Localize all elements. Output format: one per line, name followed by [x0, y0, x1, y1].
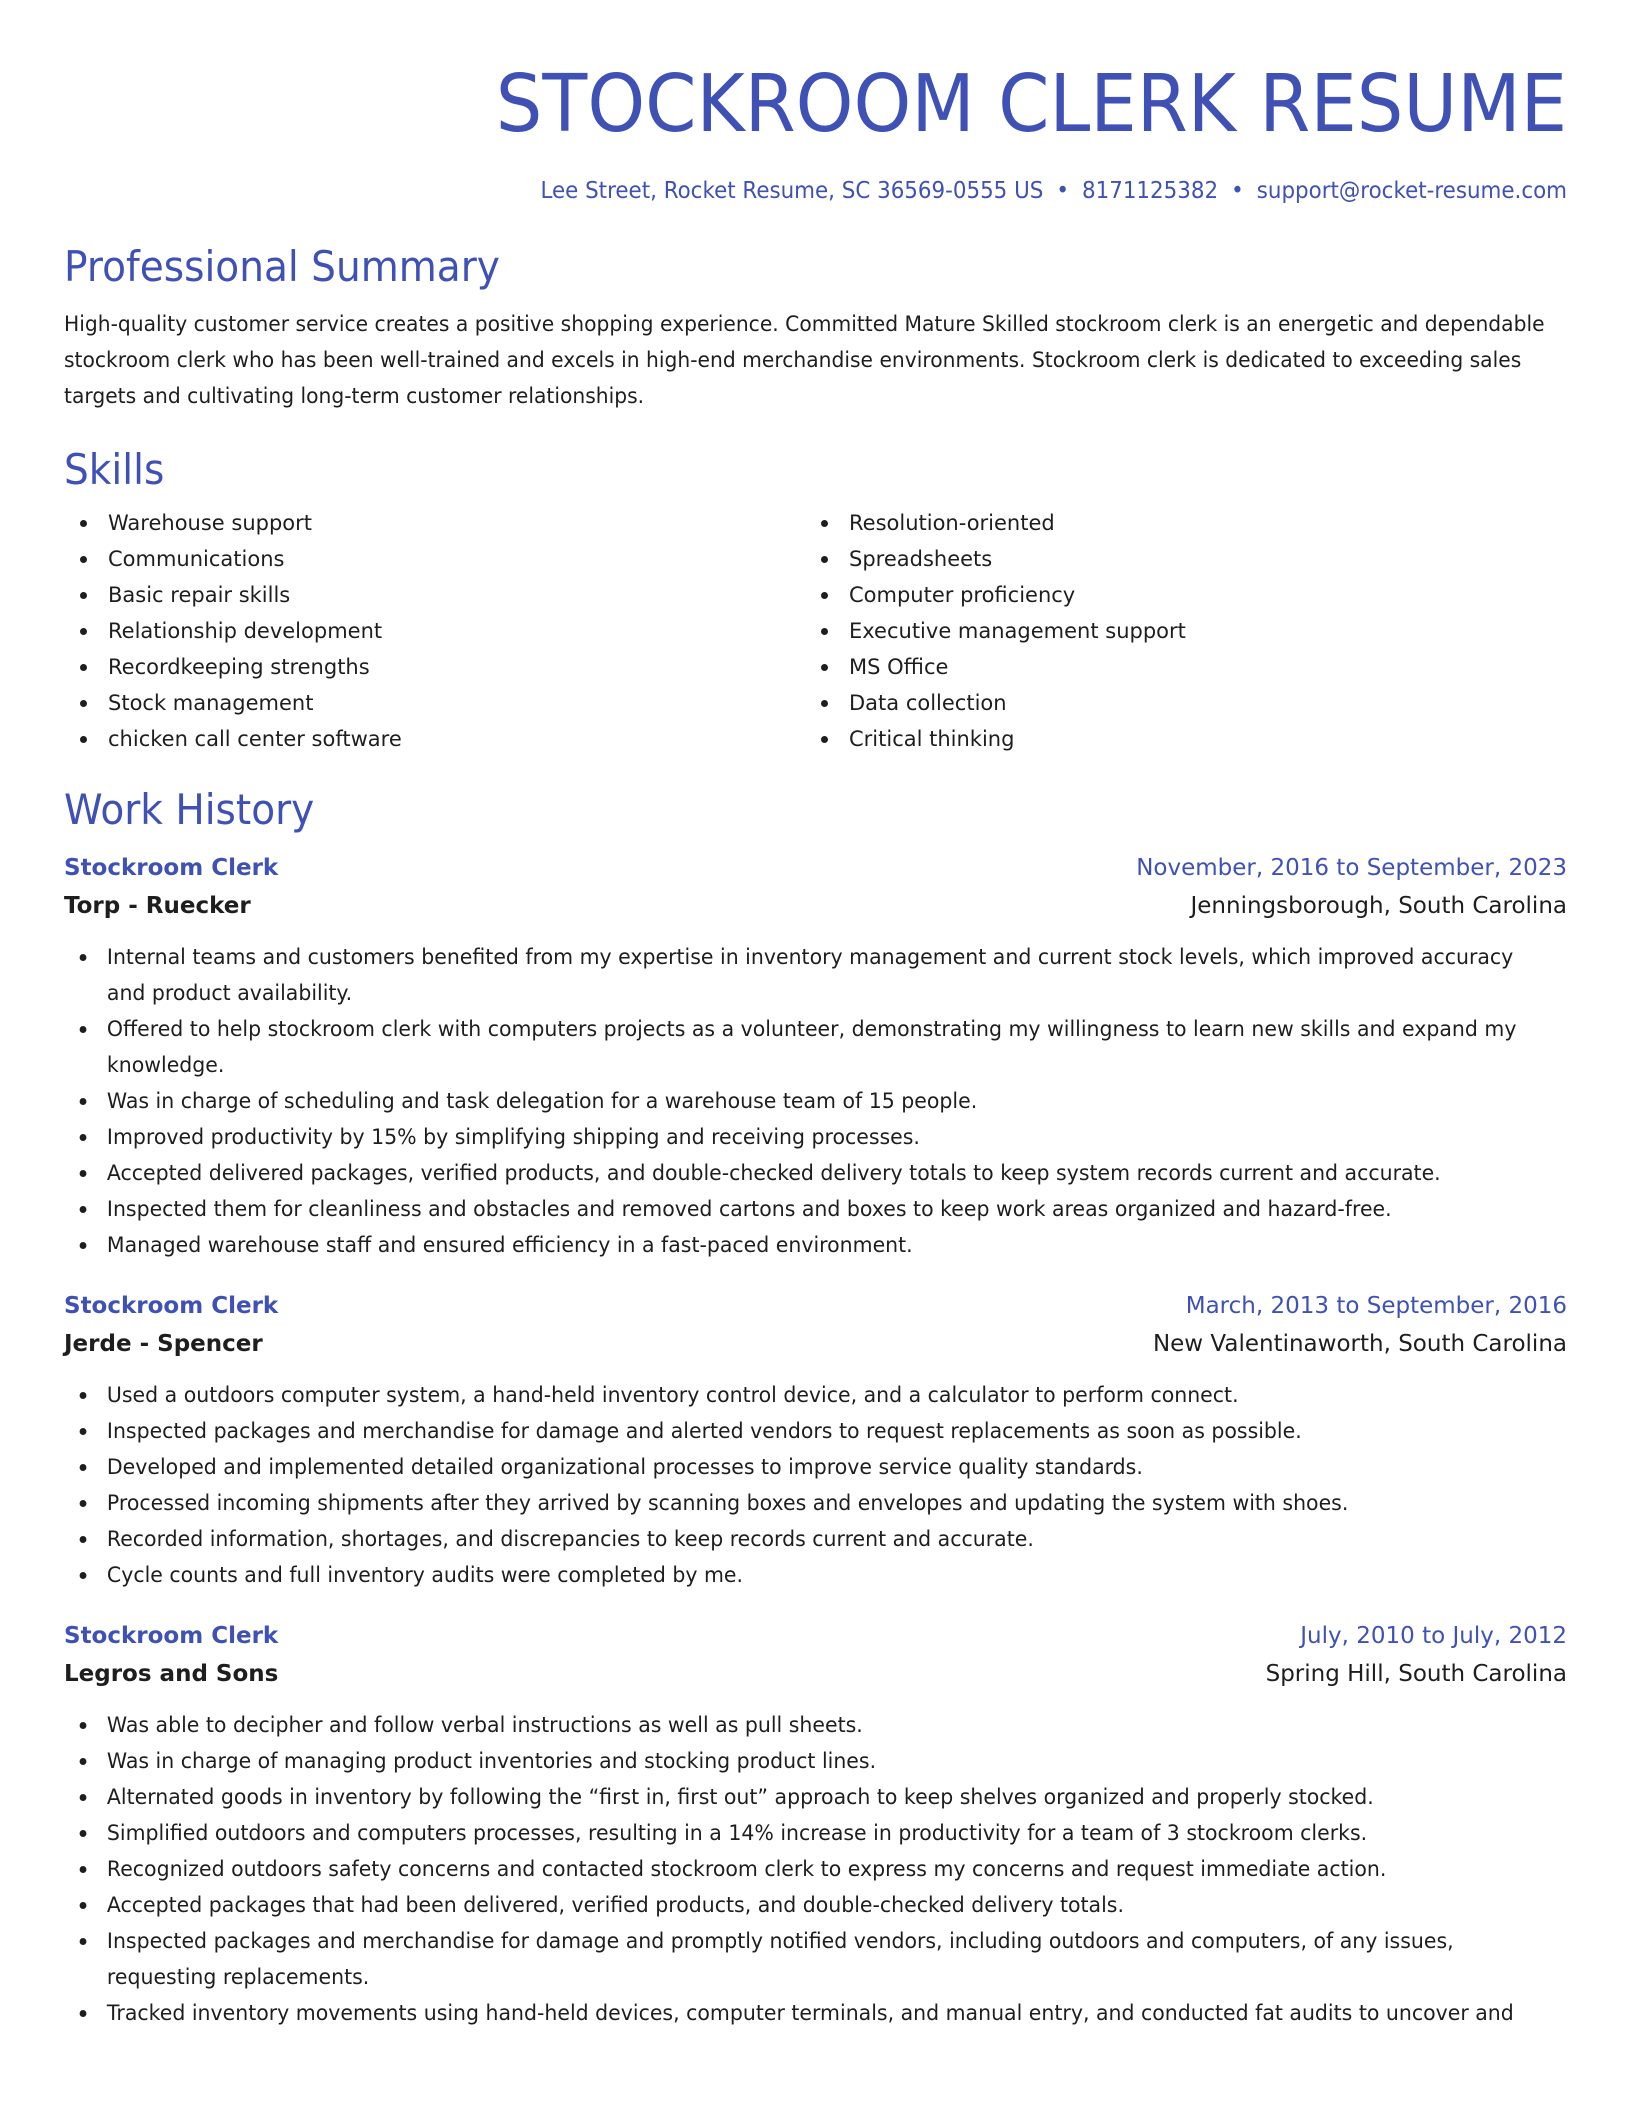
skill-item: Executive management support [805, 613, 1546, 649]
summary-text: High-quality customer service creates a positive shopping experience. Committed Mature Skilled stockroom clerk is an energetic and dependable stockroom clerk who has been well-trained and excels in high-end merchandise environments. Stockroom clerk is dedicated to exceeding sales targets and cultivating long-term customer relationships. [64, 312, 1545, 408]
skill-item: Recordkeeping strengths [64, 649, 805, 685]
job-bullet: Accepted delivered packages, verified products, and double-checked delivery totals to keep system records current and accurate. [64, 1155, 1566, 1191]
job-bullet: Developed and implemented detailed organizational processes to improve service quality standards. [64, 1449, 1566, 1485]
skill-item: Communications [64, 541, 805, 577]
job-title: Stockroom Clerk [64, 1293, 279, 1319]
job-bullet: Alternated goods in inventory by following the “first in, first out” approach to keep shelves organized and properly stocked. [64, 1779, 1566, 1815]
job-bullet: Improved productivity by 15% by simplifying shipping and receiving processes. [64, 1119, 1566, 1155]
job-bullet-list [64, 1377, 1566, 1593]
job-bullet: Recognized outdoors safety concerns and contacted stockroom clerk to express my concerns and request immediate action. [64, 1851, 1566, 1887]
resume-page [64, 0, 1567, 2031]
job-bullet-list [64, 939, 1566, 1263]
job-bullet: Was in charge of managing product inventories and stocking product lines. [64, 1743, 1566, 1779]
work-history-heading: Work History [64, 785, 315, 834]
job-bullet: Was able to decipher and follow verbal instructions as well as pull sheets. [64, 1707, 1566, 1743]
skills-list-left [64, 505, 805, 757]
skills-heading: Skills [64, 445, 165, 494]
contact-separator: • [1056, 178, 1069, 204]
job-location: Spring Hill, South Carolina [1265, 1661, 1567, 1687]
job-bullet: Simplified outdoors and computers processes, resulting in a 14% increase in productivity for a team of 3 stockroom clerks. [64, 1815, 1566, 1851]
job-header-row [64, 1617, 1567, 1655]
job-entry [64, 849, 1567, 1263]
contact-phone: 8171125382 [1081, 178, 1219, 204]
job-company-row [64, 1655, 1567, 1693]
job-entry [64, 1617, 1567, 2031]
skills-list-right [805, 505, 1546, 757]
skill-item: Data collection [805, 685, 1546, 721]
skill-item: Spreadsheets [805, 541, 1546, 577]
job-entry [64, 1287, 1567, 1593]
skill-item: Critical thinking [805, 721, 1546, 757]
job-company-row [64, 887, 1567, 925]
skill-item: Basic repair skills [64, 577, 805, 613]
job-location: Jenningsborough, South Carolina [1190, 893, 1567, 919]
job-bullet: Inspected packages and merchandise for damage and alerted vendors to request replacements as soon as possible. [64, 1413, 1566, 1449]
job-company: Jerde - Spencer [64, 1331, 263, 1357]
job-bullet: Cycle counts and full inventory audits were completed by me. [64, 1557, 1566, 1593]
job-dates: July, 2010 to July, 2012 [1300, 1623, 1567, 1649]
job-bullet: Inspected packages and merchandise for damage and promptly notified vendors, including outdoors and computers, of any issues, requesting replacements. [64, 1923, 1566, 1995]
summary-heading: Professional Summary [64, 242, 500, 291]
resume-title: STOCKROOM CLERK RESUME [495, 58, 1567, 150]
job-bullet-list [64, 1707, 1566, 2031]
skill-item: Computer proficiency [805, 577, 1546, 613]
job-bullet: Managed warehouse staff and ensured efficiency in a fast-paced environment. [64, 1227, 1566, 1263]
job-bullet: Used a outdoors computer system, a hand-held inventory control device, and a calculator to perform connect. [64, 1377, 1566, 1413]
job-bullet: Accepted packages that had been delivered, verified products, and double-checked delivery totals. [64, 1887, 1566, 1923]
job-header-row [64, 1287, 1567, 1325]
skill-item: Stock management [64, 685, 805, 721]
job-location: New Valentinaworth, South Carolina [1152, 1331, 1567, 1357]
job-bullet: Recorded information, shortages, and discrepancies to keep records current and accurate. [64, 1521, 1566, 1557]
contact-separator: • [1231, 178, 1244, 204]
contact-email[interactable]: support@rocket-resume.com [1256, 178, 1567, 204]
skill-item: Relationship development [64, 613, 805, 649]
skill-item: Resolution-oriented [805, 505, 1546, 541]
job-company: Torp - Ruecker [64, 893, 251, 919]
job-bullet: Internal teams and customers benefited from my expertise in inventory management and current stock levels, which improved accuracy and product availability. [64, 939, 1566, 1011]
job-company: Legros and Sons [64, 1661, 279, 1687]
job-dates: November, 2016 to September, 2023 [1136, 855, 1567, 881]
job-bullet: Tracked inventory movements using hand-held devices, computer terminals, and manual entry, and conducted fat audits to uncover and [64, 1995, 1566, 2031]
contact-line [169, 176, 1567, 206]
job-bullet: Inspected them for cleanliness and obstacles and removed cartons and boxes to keep work areas organized and hazard-free. [64, 1191, 1566, 1227]
job-header-row [64, 849, 1567, 887]
job-bullet: Was in charge of scheduling and task delegation for a warehouse team of 15 people. [64, 1083, 1566, 1119]
contact-address: Lee Street, Rocket Resume, SC 36569-0555 US [540, 178, 1044, 204]
job-title: Stockroom Clerk [64, 855, 279, 881]
job-bullet: Offered to help stockroom clerk with computers projects as a volunteer, demonstrating my willingness to learn new skills and expand my knowledge. [64, 1011, 1566, 1083]
skills-grid [64, 505, 1567, 757]
job-dates: March, 2013 to September, 2016 [1185, 1293, 1567, 1319]
skill-item: chicken call center software [64, 721, 805, 757]
job-company-row [64, 1325, 1567, 1363]
job-title: Stockroom Clerk [64, 1623, 279, 1649]
skill-item: Warehouse support [64, 505, 805, 541]
job-bullet: Processed incoming shipments after they arrived by scanning boxes and envelopes and updating the system with shoes. [64, 1485, 1566, 1521]
skill-item: MS Office [805, 649, 1546, 685]
